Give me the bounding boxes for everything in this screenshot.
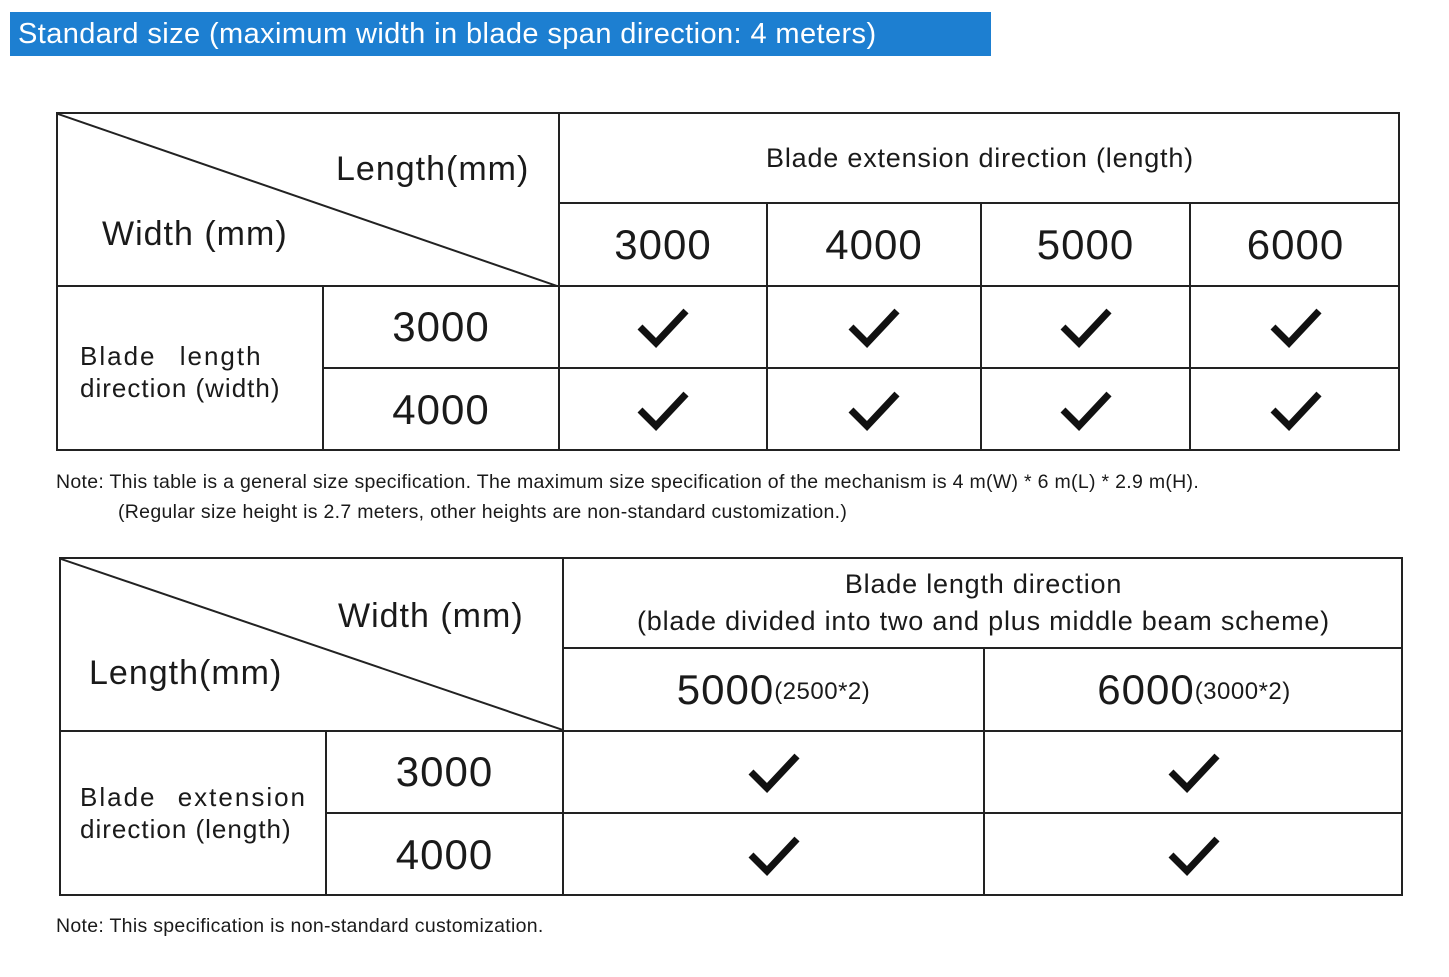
table-cell [1191,287,1400,367]
table-cell [768,287,980,367]
standard-size-table [56,112,1400,451]
table-cell [564,732,983,812]
custom-size-table [59,557,1403,896]
row-group-label [80,340,281,404]
column-header-5000 [564,649,983,730]
table-cell [1191,369,1400,451]
column-header-sub: (2500*2) [774,677,871,705]
check-icon [1168,833,1220,877]
corner-length-label: Length(mm) [89,654,283,692]
check-icon [848,305,900,349]
row-header-4000: 4000 [395,831,494,878]
column-group-header [564,559,1403,647]
check-icon [637,388,689,432]
corner-diagonal-line [58,114,560,287]
column-group-header-line1: Blade length direction [844,569,1123,599]
table-cell [985,732,1403,812]
check-icon [1270,388,1322,432]
table-cell [564,814,983,896]
table-cell [985,814,1403,896]
row-header-3000: 3000 [392,303,490,350]
table-cell [982,287,1189,367]
table-cell [560,287,766,367]
table-cell [560,369,766,451]
check-icon [1270,305,1322,349]
column-header-5000: 5000 [1036,220,1135,268]
page-title-banner: Standard size (maximum width in blade span direction: 4 meters) [10,12,991,56]
corner-diagonal-line [61,559,563,730]
column-header-main: 6000 [1097,665,1195,713]
column-header-3000: 3000 [614,220,712,268]
check-icon [748,833,800,877]
column-header-6000 [985,649,1403,730]
row-group-label-line2: direction (width) [80,373,281,403]
check-icon [848,388,900,432]
column-group-header: Blade extension direction (length) [766,142,1194,173]
row-group-label-line1: Blade extension [80,782,308,812]
column-group-header-line2: (blade divided into two and plus middle beam scheme) [637,606,1330,636]
table-cell [768,369,980,451]
check-icon [1060,305,1112,349]
row-group-label [80,781,307,845]
check-icon [637,305,689,349]
corner-width-label: Width (mm) [338,597,524,635]
column-header-6000: 6000 [1246,220,1345,268]
row-header-4000: 4000 [392,386,490,433]
check-icon [1060,388,1112,432]
table-cell [982,369,1189,451]
column-header-sub: (3000*2) [1194,677,1291,705]
corner-width-label: Width (mm) [102,215,288,253]
check-icon [748,750,800,794]
note-1-line-2: (Regular size height is 2.7 meters, other heights are non-standard customization.) [118,501,848,523]
corner-length-label: Length(mm) [336,150,530,188]
row-header-3000: 3000 [395,748,494,795]
row-group-label-line2: direction (length) [80,814,292,844]
row-group-label-line1: Blade length [80,341,263,371]
check-icon [1168,750,1220,794]
column-header-main: 5000 [676,665,775,713]
note-1-line-1: Note: This table is a general size specification. The maximum size specification of the mechanism is 4 m(W) * 6 m(L) * 2.9 m(H). [56,471,1200,493]
column-header-4000: 4000 [825,220,923,268]
note-2: Note: This specification is non-standard customization. [56,915,544,937]
